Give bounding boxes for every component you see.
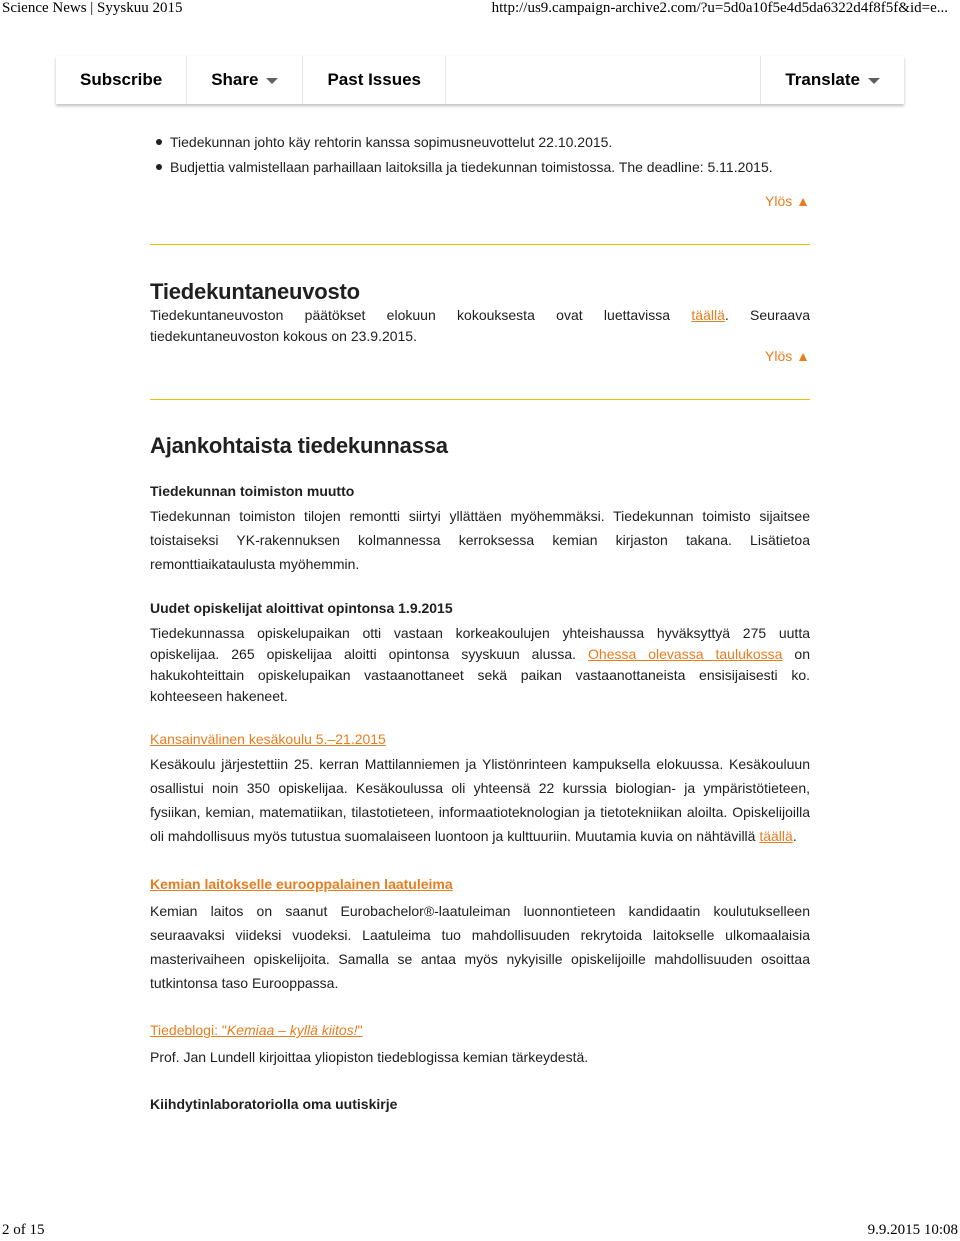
students-table-link[interactable]: Ohessa olevassa taulukossa <box>588 646 783 662</box>
summer-school-link[interactable]: Kansainvälinen kesäkoulu 5.–21.2015 <box>150 731 386 747</box>
translate-label: Translate <box>785 70 860 89</box>
summer-school-text-part: Kesäkoulu järjestettiin 25. kerran Mattilanniemen ja Ylistönrinteen kampuksella elokuussa. Kesäkouluun osallistui noin 350 opiskelijaa. Kesäkoulussa oli yhteensä 22 kurssia biologian- ja ympäristötieteen, fysiikan, kemian, matematiikan, tilastotieteen, informaatioteknologian ja tietotekniikan aloilta. Opiskelijoilla oli mahdollisuus myös tutustua suomalaiseen luontoon ja kulttuuriin. Muutamia kuvia on nähtävillä <box>150 756 810 844</box>
schedule-item-text: Tiedekunnan johto käy rehtorin kanssa sopimusneuvottelut 22.10.2015. <box>170 134 613 150</box>
blog-title-part: " <box>357 1022 363 1038</box>
back-to-top-link[interactable]: Ylös ▲ <box>765 193 810 209</box>
section-title-council: Tiedekuntaneuvosto <box>150 279 360 304</box>
subscribe-button[interactable] <box>56 56 187 104</box>
list-item <box>150 157 773 182</box>
new-students-text-part: on hakukohteittain opiskelupaikan vastaanottaneet sekä paikan vastaanottaneista ensisijaisesti ko. kohteeseen hakeneet. <box>150 646 810 704</box>
summer-school-text <box>150 752 810 848</box>
campaign-navbar <box>56 56 904 104</box>
science-blog-link[interactable] <box>150 1022 363 1038</box>
schedule-list <box>150 132 773 182</box>
accelerator-newsletter-title: Kiihdytinlaboratoriolla oma uutiskirje <box>150 1096 398 1112</box>
office-move-title: Tiedekunnan toimiston muutto <box>150 483 355 499</box>
print-timestamp: 9.9.2015 10:08 <box>867 1222 958 1238</box>
new-students-title: Uudet opiskelijat aloittivat opintonsa 1.9.2015 <box>150 600 453 616</box>
bullet-icon <box>156 164 162 170</box>
list-item <box>150 132 773 157</box>
navbar-spacer <box>446 56 761 104</box>
summer-school-text-part: . <box>792 828 797 844</box>
blog-title-italic: Kemiaa – kyllä kiitos! <box>226 1022 358 1038</box>
print-footer <box>0 1219 960 1241</box>
section-title-current: Ajankohtaista tiedekunnassa <box>150 433 448 458</box>
blog-title-part: Tiedeblogi: " <box>150 1022 227 1038</box>
council-text-part: . Seuraava tiedekuntaneuvoston kokous on 23.9.2015. <box>150 307 810 344</box>
print-header-url: http://us9.campaign-archive2.com/?u=5d0a10f5e4d5da6322d4f8f5f&id=e... <box>491 0 948 16</box>
subscribe-label: Subscribe <box>80 70 163 89</box>
caret-down-icon <box>868 78 880 84</box>
print-header <box>0 0 960 20</box>
council-text-part: Tiedekuntaneuvoston päätökset elokuun kokouksesta ovat luettavissa <box>150 307 692 323</box>
schedule-item-text: Budjettia valmistellaan parhaillaan laitoksilla ja tiedekunnan toimistossa. The deadline: 5.11.2015. <box>170 159 773 175</box>
quality-label-link[interactable]: Kemian laitokselle eurooppalainen laatuleima <box>150 876 453 892</box>
council-minutes-link[interactable]: täällä <box>691 307 725 323</box>
bullet-icon <box>156 139 162 145</box>
summer-photos-link[interactable]: täällä <box>759 828 793 844</box>
page-number: 2 of 15 <box>2 1222 45 1238</box>
section-divider <box>150 399 810 400</box>
section-divider <box>150 244 810 245</box>
back-to-top-link[interactable]: Ylös ▲ <box>765 348 810 364</box>
translate-button[interactable] <box>761 56 904 104</box>
quality-label-text: Kemian laitos on saanut Eurobachelor®-laatuleiman luonnontieteen kandidaatin koulutukselleen seuraavaksi viideksi vuodeksi. Laatuleima tuo mahdollisuuden rekrytoida laitokselle ulkomaalaisia masterivaiheen opiskelijoita. Samalla se antaa myös nykyisille opiskelijoille mahdollisuuden osoittaa tutkintonsa taso Eurooppassa. <box>150 903 810 991</box>
past-issues-button[interactable] <box>303 56 446 104</box>
print-header-title: Science News | Syyskuu 2015 <box>2 0 183 16</box>
council-text <box>150 305 810 347</box>
science-blog-text: Prof. Jan Lundell kirjoittaa yliopiston tiedeblogissa kemian tärkeydestä. <box>150 1049 589 1065</box>
share-button[interactable] <box>187 56 303 104</box>
new-students-text-part: Tiedekunnassa opiskelupaikan otti vastaan korkeakoulujen yhteishaussa hyväksyttyä 275 uutta opiskelijaa. 265 opiskelijaa aloitti opintonsa syyskuun alussa. <box>150 625 810 662</box>
office-move-text: Tiedekunnan toimiston tilojen remontti siirtyi yllättäen myöhemmäksi. Tiedekunnan toimisto sijaitsee toistaiseksi YK-rakennuksen kolmannessa kerroksessa kemian kirjaston takana. Lisätietoa remonttiaikataulusta myöhemmin. <box>150 508 810 572</box>
past-issues-label: Past Issues <box>327 70 422 89</box>
new-students-text <box>150 623 810 707</box>
caret-down-icon <box>266 78 278 84</box>
share-label: Share <box>211 70 259 89</box>
